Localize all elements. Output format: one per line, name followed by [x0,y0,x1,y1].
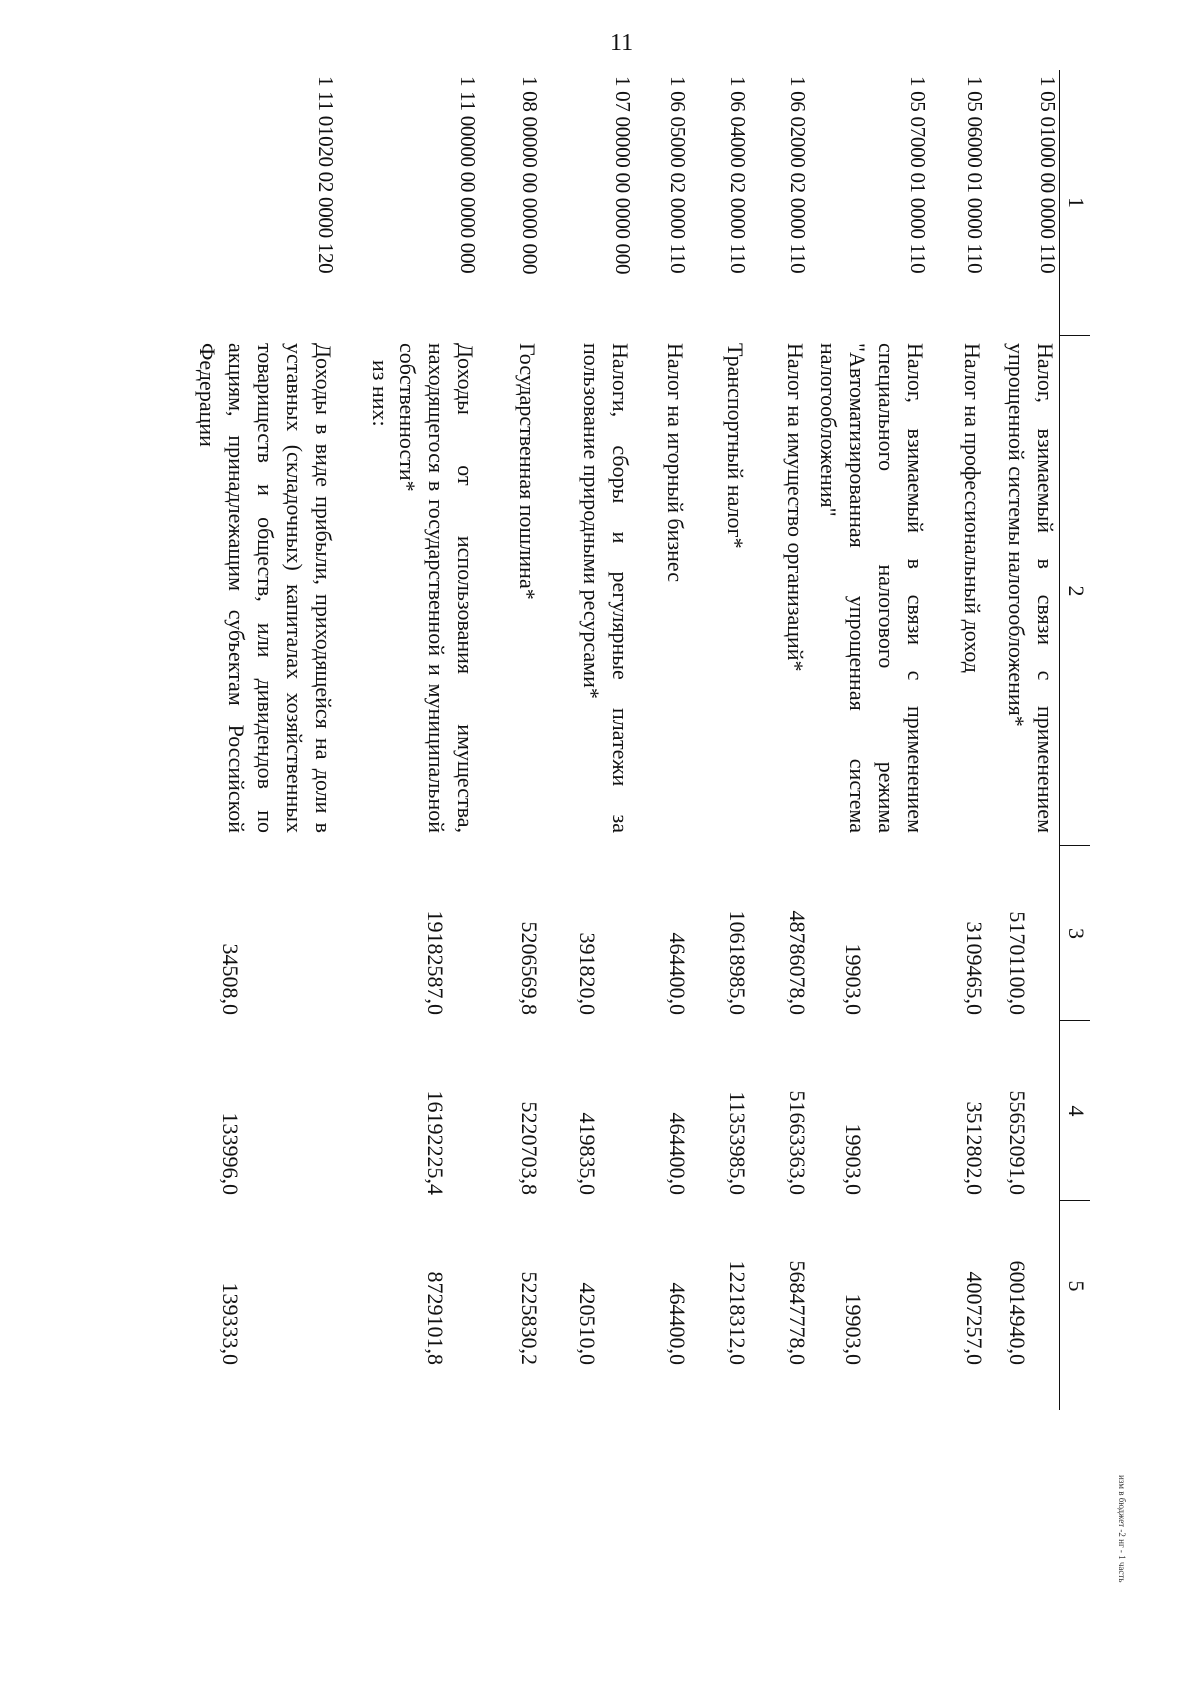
row-name: Транспортный налог* [723,343,748,549]
header-col-5: 5 [1060,1200,1090,1371]
row-value-col4: 19903,0 [841,1123,866,1195]
row-value-col3: 464400,0 [665,932,690,1015]
header-col-1: 1 [1064,197,1089,208]
row-value-col5: 420510,0 [575,1282,600,1365]
row-code: 1 08 00000 00 0000 000 [518,76,542,275]
row-name: Доходы в виде прибыли, приходящейся на доли в уставных (складочных) капиталах хозяйственных товариществ и обществ, или дивидендов по акциям, принадлежащим субъектам Российской Федерации [195,343,336,833]
rotated-table [170,70,1090,1410]
row-value-col5: 4007257,0 [962,1271,987,1365]
row-code: 1 11 01020 02 0000 120 [314,76,338,274]
row-code: 1 05 01000 00 0000 110 [1036,76,1060,274]
header-col-2: 2 [1060,335,1090,846]
row-name: Налог, взимаемый в связи с применением упрощенной системы налогообложения* [1004,343,1058,833]
row-code: 1 11 00000 00 0000 000 [456,76,480,274]
row-value-col3: 3109465,0 [962,921,987,1015]
row-value-col4: 55652091,0 [1005,1090,1030,1195]
row-value-col5: 464400,0 [665,1282,690,1365]
row-value-col5: 60014940,0 [1005,1260,1030,1365]
header-col-3: 3 [1060,845,1090,1021]
row-value-col3: 34508,0 [218,943,243,1015]
row-value-col4: 133996,0 [218,1112,243,1195]
row-code: 1 05 07000 01 0000 110 [906,76,930,274]
row-code: 1 06 05000 02 0000 110 [666,76,690,274]
row-value-col3: 19182587,0 [423,910,448,1015]
row-value-col3: 48786078,0 [785,910,810,1015]
row-code: 1 07 00000 00 0000 000 [611,76,635,275]
row-value-col4: 5220703,8 [517,1101,542,1195]
row-name: Налог на профессиональный доход [960,343,985,673]
row-name: Налог на имущество организаций* [783,343,808,672]
row-value-col5: 139333,0 [218,1282,243,1365]
row-value-col4: 3512802,0 [962,1101,987,1195]
row-value-col3: 391820,0 [575,932,600,1015]
row-value-col4: 464400,0 [665,1112,690,1195]
row-value-col5: 19903,0 [841,1293,866,1365]
row-value-col3: 51701100,0 [1005,911,1030,1015]
row-value-col5: 5225830,2 [517,1271,542,1365]
row-code: 1 06 02000 02 0000 110 [786,76,810,274]
row-code: 1 06 04000 02 0000 110 [726,76,750,274]
row-name: Доходы от использования имущества, находящегося в государственной и муниципальной собственности* [395,343,478,833]
row-name: из них: [368,360,393,427]
row-name: Налоги, сборы и регулярные платежи за пользование природными ресурсами* [579,343,633,833]
page-number: 11 [610,30,634,56]
row-name: Налог, взимаемый в связи с применением специального налогового режима "Автоматизированная упрощенная система налогообложения" [816,343,928,833]
header-col-4: 4 [1060,1020,1090,1201]
row-name: Государственная пошлина* [515,343,540,600]
row-name: Налог на игорный бизнес [663,343,688,582]
row-code: 1 05 06000 01 0000 110 [963,76,987,274]
footer-note: изм в бюджет -2 нг - 1 часть [1117,1475,1127,1583]
row-value-col3: 19903,0 [841,943,866,1015]
row-value-col5: 12218312,0 [725,1260,750,1365]
row-value-col3: 5206569,8 [517,921,542,1015]
row-value-col5: 8729101,8 [423,1271,448,1365]
row-value-col4: 11353985,0 [725,1091,750,1195]
row-value-col4: 51663363,0 [785,1090,810,1195]
table-header [1059,70,1090,1410]
row-value-col5: 56847778,0 [785,1260,810,1365]
row-value-col3: 10618985,0 [725,910,750,1015]
row-value-col4: 419835,0 [575,1112,600,1195]
row-value-col4: 16192225,4 [423,1090,448,1195]
